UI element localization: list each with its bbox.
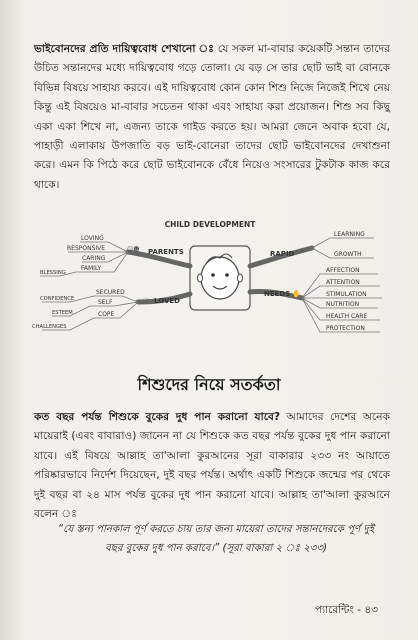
parents-item: RESPONSIVE xyxy=(67,245,106,252)
rapid-item: GROWTH xyxy=(334,251,362,258)
quran-quote: “যে স্তন্য পানকাল পূর্ণ করতে চায় তার জন্য মায়েরা তাদের সন্তানদেরকে পূর্ণ দুই বছর বুকের দুধ পান করাবে।” (সূরা বাকারা ২ ঃ ২৩৩) xyxy=(57,524,375,554)
heart-icon: ♡ xyxy=(143,297,150,305)
branch-rapid-label: RAPID xyxy=(270,250,295,258)
branch-needs-label: NEEDS xyxy=(264,290,291,298)
needs-item: STIMULATION xyxy=(326,291,367,298)
needs-item: ATTENTION xyxy=(326,279,360,286)
paragraph-sibling-responsibility xyxy=(34,40,390,195)
loved-sub-item: CHALLENGES xyxy=(32,324,67,330)
needs-item: HEALTH CARE xyxy=(326,313,368,320)
needs-item: NUTRITION xyxy=(326,301,360,308)
paragraph-breastfeeding xyxy=(34,408,390,524)
needs-item: PROTECTION xyxy=(326,325,365,332)
baby-face-icon xyxy=(190,246,250,310)
loved-sub-item: ESTEEM xyxy=(52,310,73,316)
needs-item: AFFECTION xyxy=(326,267,360,274)
parents-sub-item: BLESSING xyxy=(40,270,66,276)
loved-item: SELF xyxy=(98,299,113,306)
rapid-item: LEARNING xyxy=(334,231,365,238)
arrow-up-icon: ↗ xyxy=(298,248,304,256)
paragraph-body: আমাদের দেশের অনেক মায়েরাই (এবং বাবারাও) জানেন না যে শিশুকে কত বছর পর্যন্ত বুকের দুধ পান করানো যাবে। এই বিষয়ে আল্লাহ তা'আলা কুরআনের সূরা বাকারার ২৩৩ নং আয়াতে পরিষ্কারভাবে নির্দেশ দিয়েছেন, দুই বছর পর্যন্ত। অর্থাৎ একটি শিশুকে জন্মের পর থেকে দুই বছর বা ২৪ মাস পর্যন্ত বুকের দুধ পান করানো যাবে। আল্লাহ তা'আলা কুরআনে বলেন ঃ xyxy=(34,411,391,521)
branch-loved-label: LOVED xyxy=(154,297,180,305)
paragraph-lead: ভাইবোনদের প্রতি দায়িত্ববোধ শেখানো ঃ xyxy=(34,43,215,55)
child-development-mind-map xyxy=(30,214,390,350)
paragraph-body: যে সকল মা-বাবার কয়েকটি সন্তান তাদের উচিত সন্তানদের মধ্যে দায়িত্ববোধ গড়ে তোলা। যে বড় সে তার ছোট ভাই বা বোনকে বিভিন্ন বিষয়ে সাহায্য করবে। এই দায়িত্ববোধ কোন কোন শিশু নিজে নিজেই শিখে নেয় কিন্তু এই বিষয়েও মা-বাবার সচেতন থাকা এবং সাহায্য করা প্রয়োজন। শিশু সব কিছু একা একা শিখে না, এজন্য তাকে গাইড করতে হয়। আমরা জেনে অবাক হবো যে, পাহাড়ী এলাকায় উপজাতি বড় ভাই-বোনেরা তাদের ছোট ভাইবোনদের দেখাশুনা করে। এমন কি পিঠে করে ছোট ভাইবোনকে বেঁধে নিয়েও সংসারের টুকটাক কাজ করে থাকে। xyxy=(34,43,390,191)
loved-item: SECURED xyxy=(96,289,125,296)
parents-item: FAMILY xyxy=(81,265,102,272)
section-heading: শিশুদের নিয়ে সতর্কতা xyxy=(137,375,281,394)
loved-item: COPE xyxy=(98,311,115,318)
mind-map-title: CHILD DEVELOPMENT xyxy=(164,220,256,229)
page-footer: প্যারেন্টিং - ৪৩ xyxy=(314,604,378,616)
people-icon: ☺☻ xyxy=(127,246,140,253)
hand-icon: ✋ xyxy=(292,290,301,298)
loved-sub-item: CONFIDENCE xyxy=(40,296,75,302)
paragraph-lead: কত বছর পর্যন্ত শিশুকে বুকের দুধ পান করানো যাবে? xyxy=(34,411,281,423)
parents-item: LOVING xyxy=(81,235,104,242)
branch-parents-label: PARENTS xyxy=(148,248,184,256)
parents-item: CARING xyxy=(82,255,106,262)
